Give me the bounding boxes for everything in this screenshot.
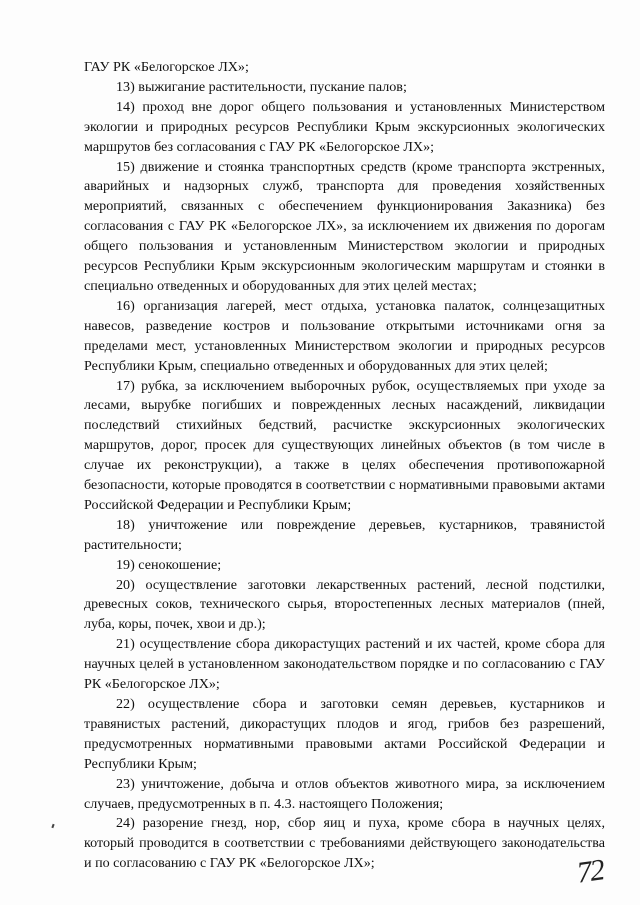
paragraph-item-13: 13) выжигание растительности, пускание палов; (116, 78, 407, 95)
scan-speck (51, 824, 54, 828)
paragraph-item-14: 14) проход вне дорог общего пользования и установленных Министерством экологии и природных ресурсов Республики Крым экскурсионных экологических маршрутов без согласования с ГАУ РК «Белогорское ЛХ»; (84, 98, 605, 155)
paragraph-item-23: 23) уничтожение, добыча и отлов объектов животного мира, за исключением случаев, предусмотренных в п. 4.3. настоящего Положения; (84, 775, 605, 812)
paragraph-item-19: 19) сенокошение; (116, 556, 222, 573)
paragraph-item-17: 17) рубка, за исключением выборочных рубок, осуществляемых при уходе за лесами, вырубке погибших и поврежденных лесных насаждений, ликвидации последствий стихийных бедствий, расчистке экскурсионных экологических маршрутов, дорог, просек для существующих линейных объектов (в том числе в случае их реконструкции), а также в целях обеспечения противопожарной безопасности, которые проводятся в соответствии с нормативными правовыми актами Российской Федерации и Республики Крым; (84, 377, 605, 513)
paragraph-item-18: 18) уничтожение или повреждение деревьев, кустарников, травянистой растительности; (84, 516, 605, 553)
paragraph-item-20: 20) осуществление заготовки лекарственных растений, лесной подстилки, древесных соков, технического сырья, второстепенных лесных материалов (пней, луба, коры, почек, хвои и др.); (84, 576, 605, 633)
document-body (84, 58, 605, 874)
paragraph-item-16: 16) организация лагерей, мест отдыха, установка палаток, солнцезащитных навесов, разведение костров и пользование открытыми источниками огня за пределами мест, установленных Министерством экологии и природных ресурсов Республики Крым, специально отведенных и оборудованных для этих целей; (84, 297, 605, 374)
paragraph-item-22: 22) осуществление сбора и заготовки семян деревьев, кустарников и травянистых растений, дикорастущих плодов и ягод, грибов без разрешений, предусмотренных нормативными правовыми актами Российской Федерации и Республики Крым; (84, 696, 605, 772)
paragraph-item-24: 24) разорение гнезд, нор, сбор яиц и пуха, кроме сбора в научных целях, который проводится в соответствии с требованиями действующего законодательства и по согласованию с ГАУ РК «Белогорское ЛХ»; (84, 815, 605, 872)
paragraph-item-15: 15) движение и стоянка транспортных средств (кроме транспорта экстренных, аварийных и надзорных служб, транспорта для проведения хозяйственных мероприятий, связанных с обеспечением функционирования Заказника) без согласования с ГАУ РК «Белогорское ЛХ», за исключением их движения по дорогам общего пользования и установленным Министерством экологии и природных ресурсов Республики Крым экскурсионным экологическим маршрутам и стоянки в специально отведенных и оборудованных для этих целей местах; (84, 158, 605, 294)
paragraph-continuation: ГАУ РК «Белогорское ЛХ»; (84, 59, 249, 75)
handwritten-page-number: 72 (574, 853, 606, 890)
paragraph-item-21: 21) осуществление сбора дикорастущих растений и их частей, кроме сбора для научных целей в установленном законодательством порядке и по согласованию с ГАУ РК «Белогорское ЛХ»; (84, 636, 605, 693)
